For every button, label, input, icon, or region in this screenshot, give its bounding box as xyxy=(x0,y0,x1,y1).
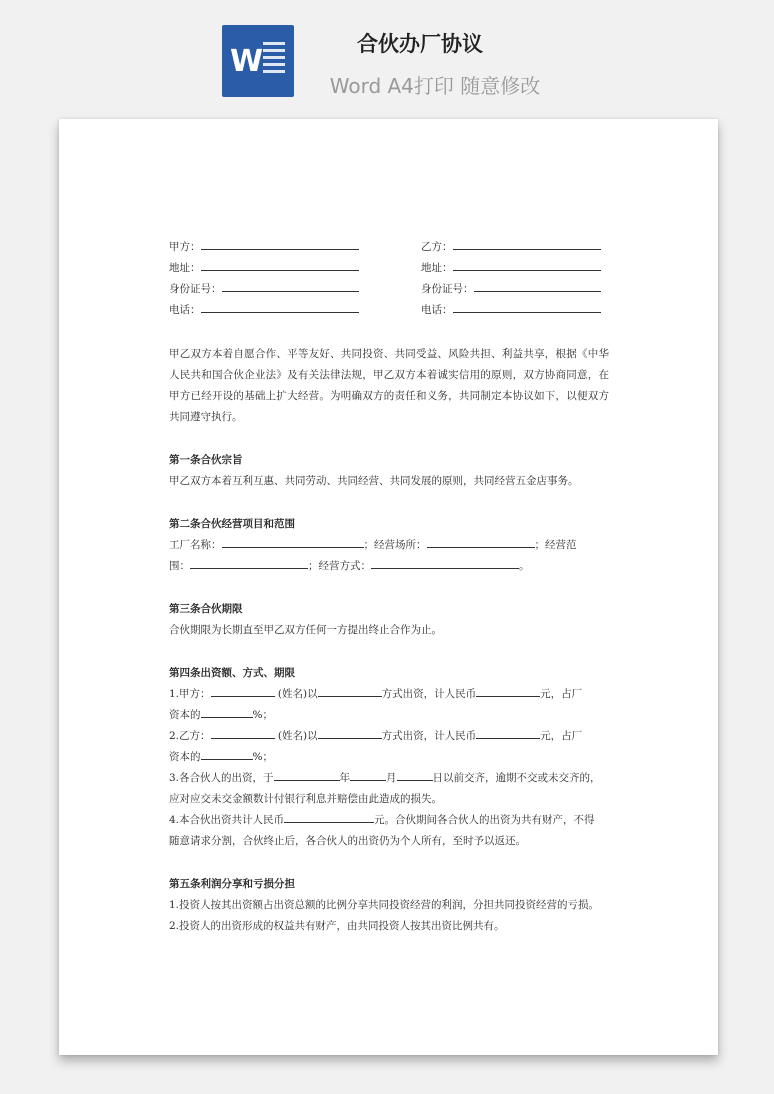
phone-a-field xyxy=(169,300,359,321)
section-2-line-2 xyxy=(169,556,609,577)
label-day: 日以前交齐，逾期不交或未交齐的， xyxy=(432,772,601,784)
fill-line xyxy=(476,684,540,697)
label-month: 月 xyxy=(386,772,397,784)
fill-line xyxy=(318,684,382,697)
label-yuan: 元，占厂 xyxy=(540,688,583,700)
fill-line xyxy=(201,237,359,250)
document-page xyxy=(59,119,718,1055)
field-label: 电话： xyxy=(421,304,453,316)
label-year: 年 xyxy=(339,772,351,784)
section-4-item-3-cont: 应对应交未交金额数计付银行利息并赔偿由此造成的损失。 xyxy=(169,793,442,805)
fill-line xyxy=(211,684,275,697)
label-name: (姓名)以 xyxy=(277,730,318,742)
label-deadline: 3.各合伙人的出资，于 xyxy=(169,772,274,784)
fill-line xyxy=(371,556,519,569)
field-label: 电话： xyxy=(169,304,201,316)
label-capital: 资本的 xyxy=(169,751,201,763)
label-total-cont: 元。合伙期间各合伙人的出资为共有财产，不得 xyxy=(374,814,595,826)
fill-line xyxy=(201,258,359,271)
section-4-item-1 xyxy=(169,684,609,705)
fill-line xyxy=(201,300,359,313)
label-percent: %； xyxy=(252,751,273,763)
section-5-title: 第五条利润分享和亏损分担 xyxy=(169,878,295,890)
section-1-title: 第一条合伙宗旨 xyxy=(169,454,243,466)
label-place: ；经营场所： xyxy=(363,539,427,551)
label-method: 方式出资，计人民币 xyxy=(381,730,477,742)
label-party-a: 1.甲方： xyxy=(169,688,211,700)
section-3-title: 第三条合伙期限 xyxy=(169,603,243,615)
fill-line xyxy=(350,768,386,781)
fill-line xyxy=(201,747,253,760)
intro-paragraph: 甲乙双方本着自愿合作、平等友好、共同投资、共同受益、风险共担、利益共享，根据《中华人民共和国合伙企业法》及有关法律法规，甲乙双方本着诚实信用的原则，双方协商同意，在甲方已经开设的基础上扩大经营。为明确双方的责任和义务，共同制定本协议如下，以便双方共同遵守执行。 xyxy=(169,348,609,423)
section-4-item-4-cont: 随意请求分割，合伙终止后，各合伙人的出资仍为个人所有，至时予以返还。 xyxy=(169,835,526,847)
document-subtitle: Word A4打印 随意修改 xyxy=(329,74,541,98)
party-b-field xyxy=(421,237,601,258)
fill-line xyxy=(427,535,535,548)
period: 。 xyxy=(519,560,530,572)
label-method: ；经营方式： xyxy=(308,560,371,572)
label-percent: %； xyxy=(252,709,273,721)
party-a-field xyxy=(169,237,359,258)
field-label: 地址： xyxy=(421,262,453,274)
label-total: 4.本合伙出资共计人民币 xyxy=(169,814,285,826)
header-banner xyxy=(0,0,774,118)
document-title: 合伙办厂协议 xyxy=(357,32,483,56)
section-2-title: 第二条合伙经营项目和范围 xyxy=(169,518,295,530)
label-yuan: 元，占厂 xyxy=(540,730,583,742)
word-app-icon xyxy=(222,25,294,97)
fill-line xyxy=(453,300,601,313)
section-4-item-3 xyxy=(169,768,609,789)
document-content xyxy=(169,237,609,937)
fill-line xyxy=(201,705,253,718)
address-a-field xyxy=(169,258,359,279)
phone-b-field xyxy=(421,300,601,321)
word-logo-lines xyxy=(263,42,285,77)
section-3-body: 合伙期限为长期直至甲乙双方任何一方提出终止合作为止。 xyxy=(169,624,442,636)
section-4-item-1-cont xyxy=(169,705,609,726)
id-b-field xyxy=(421,279,601,300)
label-capital: 资本的 xyxy=(169,709,201,721)
label-scope: ；经营范 xyxy=(534,539,577,551)
label-factory-name: 工厂名称： xyxy=(169,539,222,551)
fill-line xyxy=(284,810,374,823)
section-4-item-2 xyxy=(169,726,609,747)
field-label: 身份证号： xyxy=(169,283,222,295)
section-5-item-1: 1.投资人按其出资额占出资总额的比例分享共同投资经营的利润，分担共同投资经营的亏损。 xyxy=(169,899,600,911)
fill-line xyxy=(476,726,540,739)
word-logo-letter: W xyxy=(230,44,264,79)
fill-line xyxy=(318,726,382,739)
fill-line xyxy=(274,768,340,781)
fill-line xyxy=(222,279,359,292)
address-b-field xyxy=(421,258,601,279)
section-4-item-4 xyxy=(169,810,609,831)
field-label: 乙方： xyxy=(421,241,453,253)
fill-line xyxy=(397,768,433,781)
section-1-body: 甲乙双方本着互利互惠、共同劳动、共同经营、共同发展的原则，共同经营五金店事务。 xyxy=(169,475,579,487)
section-4-title: 第四条出资额、方式、期限 xyxy=(169,667,295,679)
section-5-item-2: 2.投资人的出资形成的权益共有财产，由共同投资人按其出资比例共有。 xyxy=(169,920,505,932)
label-name: (姓名)以 xyxy=(277,688,318,700)
fill-line xyxy=(453,258,601,271)
field-label: 地址： xyxy=(169,262,201,274)
fill-line xyxy=(453,237,601,250)
section-4-item-2-cont xyxy=(169,747,609,768)
party-info-fields xyxy=(169,237,609,321)
label-party-b: 2.乙方： xyxy=(169,730,211,742)
label-scope-cont: 围： xyxy=(169,560,190,572)
fill-line xyxy=(211,726,275,739)
section-2-line-1 xyxy=(169,535,609,556)
fill-line xyxy=(190,556,308,569)
field-label: 甲方： xyxy=(169,241,201,253)
fill-line xyxy=(222,535,364,548)
id-a-field xyxy=(169,279,359,300)
field-label: 身份证号： xyxy=(421,283,474,295)
label-method: 方式出资，计人民币 xyxy=(381,688,477,700)
fill-line xyxy=(474,279,601,292)
